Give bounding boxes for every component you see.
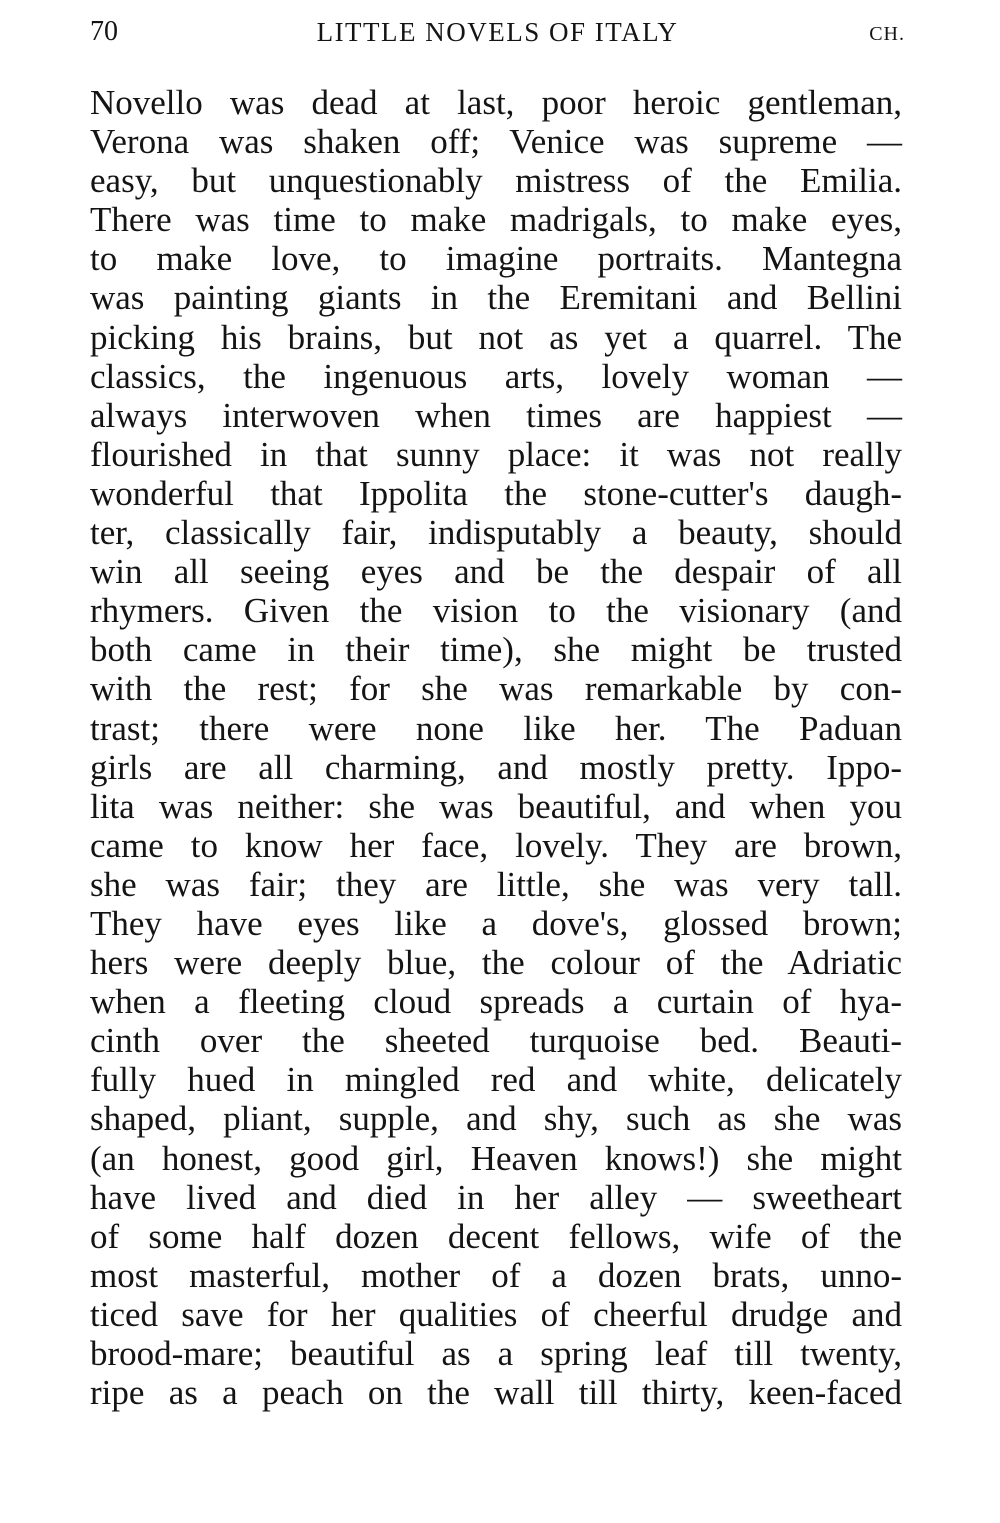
text-line: when a fleeting cloud spreads a curtain of hya- xyxy=(90,982,902,1022)
text-line: was painting giants in the Eremitani and Bellini xyxy=(90,278,902,318)
body-text xyxy=(90,83,902,1412)
text-line: shaped, pliant, supple, and shy, such as she was xyxy=(90,1099,902,1139)
text-line: came to know her face, lovely. They are brown, xyxy=(90,825,902,865)
text-line: have lived and died in her alley — sweetheart xyxy=(90,1177,902,1217)
text-line: Verona was shaken off; Venice was supreme — xyxy=(90,122,902,162)
text-line: ripe as a peach on the wall till thirty, keen-faced xyxy=(90,1373,902,1413)
text-line: with the rest; for she was remarkable by con- xyxy=(90,669,902,709)
text-line: she was fair; they are little, she was very tall. xyxy=(90,864,902,904)
text-line: always interwoven when times are happiest — xyxy=(90,395,902,435)
text-line: cinth over the sheeted turquoise bed. Beauti- xyxy=(90,1021,902,1061)
text-line: brood-mare; beautiful as a spring leaf till twenty, xyxy=(90,1334,902,1373)
text-line: both came in their time), she might be trusted xyxy=(90,630,902,670)
text-line: of some half dozen decent fellows, wife of the xyxy=(90,1216,902,1256)
text-line: (an honest, good girl, Heaven knows!) she might xyxy=(90,1138,902,1178)
text-line: rhymers. Given the vision to the visionary (and xyxy=(90,591,902,631)
text-line: classics, the ingenuous arts, lovely woman — xyxy=(90,356,902,396)
text-line: easy, but unquestionably mistress of the Emilia. xyxy=(90,161,902,201)
chapter-mark: CH. xyxy=(869,23,905,45)
text-line: most masterful, mother of a dozen brats, unno- xyxy=(90,1255,902,1295)
text-line: trast; there were none like her. The Paduan xyxy=(90,708,902,748)
text-line: fully hued in mingled red and white, delicately xyxy=(90,1060,902,1100)
running-title: LITTLE NOVELS OF ITALY xyxy=(316,17,679,47)
text-line: to make love, to imagine portraits. Mantegna xyxy=(90,239,902,279)
text-line: girls are all charming, and mostly pretty. Ippo- xyxy=(90,747,902,787)
text-line: win all seeing eyes and be the despair of all xyxy=(90,552,902,592)
text-line: lita was neither: she was beautiful, and when you xyxy=(90,786,902,826)
text-line: flourished in that sunny place: it was not really xyxy=(90,434,902,474)
running-head xyxy=(90,12,905,52)
text-line: They have eyes like a dove's, glossed brown; xyxy=(90,903,902,943)
text-line: hers were deeply blue, the colour of the Adriatic xyxy=(90,943,902,983)
text-line: ter, classically fair, indisputably a beauty, should xyxy=(90,513,902,553)
text-line: picking his brains, but not as yet a quarrel. The xyxy=(90,317,902,357)
text-line: wonderful that Ippolita the stone-cutter's daugh- xyxy=(90,473,902,513)
text-line: ticed save for her qualities of cheerful drudge and xyxy=(90,1294,902,1334)
page-number: 70 xyxy=(90,16,118,47)
text-line: There was time to make madrigals, to make eyes, xyxy=(90,200,902,240)
text-line: Novello was dead at last, poor heroic gentleman, xyxy=(90,83,902,122)
